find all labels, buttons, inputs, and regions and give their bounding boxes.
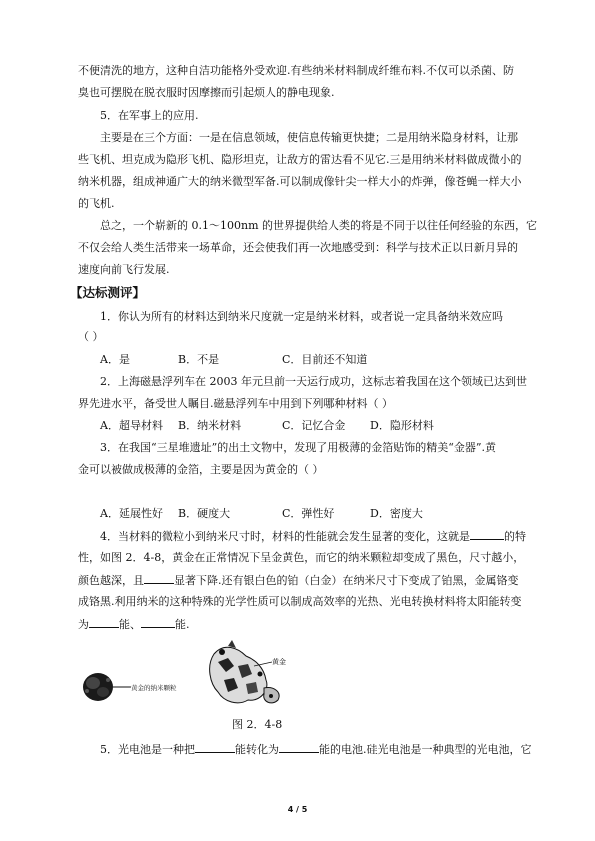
q4-line-4: 成铬黑.利用纳米的这种特殊的光学性质可以制成高效率的光热、光电转换材料将太阳能转变 [78,595,522,608]
q3-option-d: D．密度大 [370,507,423,520]
q3-option-c: C．弹性好 [282,507,335,520]
q2-option-c: C．记忆合金 [282,419,346,432]
figure-gold-nanoparticles [78,636,318,726]
label-gold: 黄金 [272,658,286,666]
q2-option-a: A．超导材料 [100,419,163,432]
q4-line-5-start: 为 [78,618,89,631]
q4-line-5-mid: 能、 [119,618,141,631]
q2-option-d: D．隐形材料 [370,419,434,432]
military-para-line-2: 些飞机、坦克成为隐形飞机、隐形坦克，让敌方的雷达看不见它.三是用纳米材料做成微小的 [78,153,522,166]
q5-text-mid: 能转化为 [235,743,279,756]
figure-caption: 图 2．4-8 [232,718,283,731]
q5-blank-1 [195,742,235,753]
q4-line-1-end: 的特 [504,530,526,543]
q3-line-2: 金可以被做成极薄的金箔，主要是因为黄金的（ ） [78,463,324,476]
q5-blank-2 [279,742,319,753]
nano-particle-blob [83,673,113,701]
q2-line-1: 2．上海磁悬浮列车在 2003 年元旦前一天运行成功，这标志着我国在这个领域已达到世 [100,375,527,388]
summary-line-2: 不仅会给人类生活带来一场革命，还会使我们再一次地感受到：科学与技术正以日新月异的 [78,241,518,254]
q1-option-a: A．是 [100,353,130,366]
q5-text-end: 能的电池.硅光电池是一种典型的光电池，它 [319,743,532,756]
page-number: 4 / 5 [287,805,308,814]
q4-line-3-text: 颜色越深，且 [78,574,144,587]
q2-option-b: B．纳米材料 [178,419,242,432]
q4-blank-2 [144,573,174,584]
q4-line-5-end: 能. [175,618,190,631]
military-para-line-3: 纳米机器，组成神通广大的纳米微型军备.可以制成像针尖一样大小的炸弹，像苍蝇一样大小 [78,175,522,188]
q4-line-1 [100,529,526,544]
section-title: 【达标测评】 [70,285,146,300]
gold-nugget [210,640,279,703]
label-nano-gold: 黄金的纳米颗粒 [131,684,177,692]
military-para-line-4: 的飞机. [78,197,115,210]
q1-option-b: B．不是 [178,353,220,366]
intro-line-1: 不便清洗的地方，这种自洁功能格外受欢迎.有些纳米材料制成纤维布料.不仅可以杀菌、防 [78,64,514,77]
military-title: 5．在军事上的应用. [100,109,199,122]
q1-answer-paren: （ ） [78,330,104,343]
q4-blank-4 [141,617,175,628]
q5-line-1 [100,742,532,757]
q4-line-2: 性，如图 2．4-8，黄金在正常情况下呈金黄色，而它的纳米颗粒却变成了黑色，尺寸越小， [78,551,525,564]
q2-line-2: 界先进水平，备受世人瞩目.磁悬浮列车中用到下列哪种材料（ ） [78,397,393,410]
q4-line-3-end: 显著下降.还有银白色的铂（白金）在纳米尺寸下变成了铂黑，金属铬变 [174,574,519,587]
intro-line-2: 臭也可摆脱在脱衣服时因摩擦而引起烦人的静电现象. [78,86,335,99]
q3-line-1: 3．在我国“三星堆遗址”的出土文物中，发现了用极薄的金箔贴饰的精美“金器”.黄 [100,441,496,454]
q4-line-1-text: 4．当材料的微粒小到纳米尺寸时，材料的性能就会发生显著的变化，这就是 [100,530,470,543]
summary-line-3: 速度向前飞行发展. [78,263,170,276]
summary-line-1: 总之，一个崭新的 0.1～100nm 的世界提供给人类的将是不同于以往任何经验的东西，它 [100,219,537,232]
q3-option-a: A．延展性好 [100,507,163,520]
q4-line-3 [78,573,520,588]
q4-line-5 [78,617,520,632]
q5-text-start: 5．光电池是一种把 [100,743,195,756]
q4-blank-3 [89,617,119,628]
q4-blank-1 [470,529,504,540]
q3-option-b: B．硬度大 [178,507,231,520]
q1-option-c: C．目前还不知道 [282,353,368,366]
q1-text: 1．你认为所有的材料达到纳米尺度就一定是纳米材料，或者说一定具备纳米效应吗 [100,310,503,323]
military-para-line-1: 主要是在三个方面：一是在信息领域，使信息传输更快捷；二是用纳米隐身材料，让那 [100,131,518,144]
